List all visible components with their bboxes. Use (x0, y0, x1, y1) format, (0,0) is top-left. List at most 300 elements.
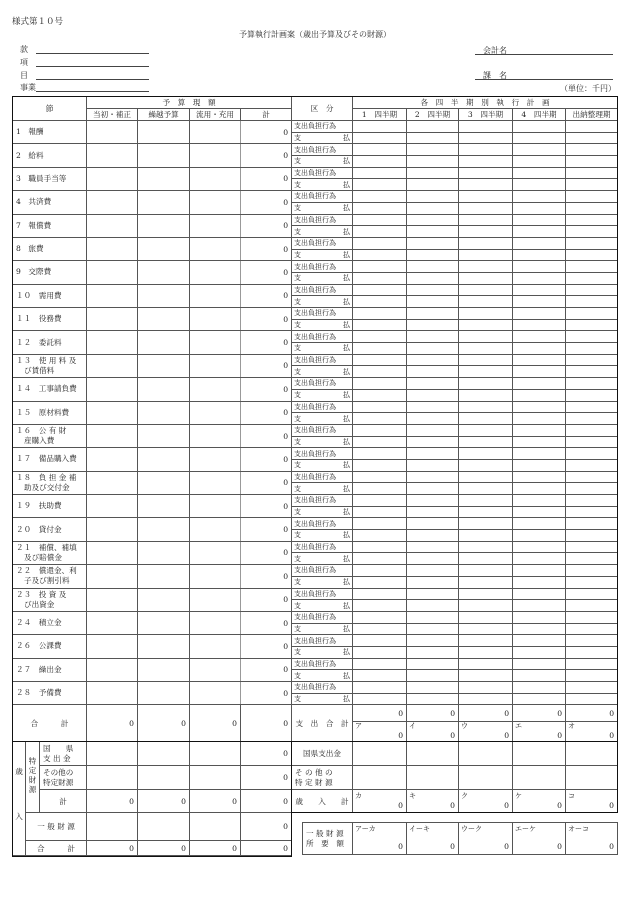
plan-shiharai-q4[interactable] (513, 600, 566, 612)
plan-shiharai-q3[interactable] (459, 389, 513, 401)
plan-futan-q1[interactable] (353, 261, 407, 273)
tousho-input[interactable] (87, 611, 138, 634)
plan-shiharai-q2[interactable] (407, 389, 459, 401)
kurikoshi-input[interactable] (138, 121, 190, 144)
ryuuyou-input[interactable] (190, 611, 241, 634)
plan-futan-q2[interactable] (407, 682, 459, 694)
plan-futan-q3[interactable] (459, 682, 513, 694)
tousho-input[interactable] (87, 635, 138, 658)
plan-futan-q4[interactable] (513, 191, 566, 203)
plan-shiharai-q2[interactable] (407, 436, 459, 448)
tousho-input[interactable] (87, 471, 138, 494)
plan-shiharai-q2[interactable] (407, 600, 459, 612)
plan-shiharai-q1[interactable] (353, 202, 407, 214)
plan-futan-q2[interactable] (407, 354, 459, 366)
plan-shiharai-q1[interactable] (353, 226, 407, 238)
plan-futan-q1[interactable] (353, 541, 407, 553)
plan-shiharai-q3[interactable] (459, 693, 513, 705)
kurikoshi-input[interactable] (138, 354, 190, 377)
plan-futan-q5[interactable] (566, 495, 618, 507)
plan-shiharai-q4[interactable] (513, 179, 566, 191)
plan-futan-q3[interactable] (459, 331, 513, 343)
sonota-suitou[interactable] (566, 766, 618, 790)
ryuuyou-input[interactable] (190, 378, 241, 401)
ryuuyou-input[interactable] (190, 261, 241, 284)
plan-shiharai-q5[interactable] (566, 319, 618, 331)
plan-futan-q2[interactable] (407, 635, 459, 647)
ryuuyou-input[interactable] (190, 424, 241, 447)
plan-shiharai-q4[interactable] (513, 436, 566, 448)
plan-futan-q5[interactable] (566, 635, 618, 647)
plan-futan-q4[interactable] (513, 401, 566, 413)
plan-futan-q1[interactable] (353, 378, 407, 390)
plan-shiharai-q1[interactable] (353, 179, 407, 191)
ryuuyou-input[interactable] (190, 471, 241, 494)
kokken-tousho[interactable] (87, 742, 138, 766)
plan-futan-q3[interactable] (459, 611, 513, 623)
plan-futan-q3[interactable] (459, 448, 513, 460)
plan-futan-q1[interactable] (353, 588, 407, 600)
plan-shiharai-q5[interactable] (566, 483, 618, 495)
kurikoshi-input[interactable] (138, 331, 190, 354)
plan-shiharai-q4[interactable] (513, 343, 566, 355)
plan-futan-q4[interactable] (513, 541, 566, 553)
plan-futan-q1[interactable] (353, 401, 407, 413)
sonota-ryuuyou[interactable] (190, 766, 241, 790)
tousho-input[interactable] (87, 588, 138, 611)
tousho-input[interactable] (87, 682, 138, 705)
plan-futan-q3[interactable] (459, 167, 513, 179)
plan-shiharai-q2[interactable] (407, 553, 459, 565)
plan-futan-q3[interactable] (459, 261, 513, 273)
plan-futan-q2[interactable] (407, 331, 459, 343)
plan-futan-q4[interactable] (513, 518, 566, 530)
plan-shiharai-q1[interactable] (353, 506, 407, 518)
kurikoshi-input[interactable] (138, 214, 190, 237)
sonota-kurikoshi[interactable] (138, 766, 190, 790)
plan-futan-q4[interactable] (513, 565, 566, 577)
kokken-suitou[interactable] (566, 742, 618, 766)
field-moku[interactable] (20, 70, 155, 80)
plan-futan-q5[interactable] (566, 471, 618, 483)
plan-futan-q5[interactable] (566, 214, 618, 226)
plan-shiharai-q4[interactable] (513, 366, 566, 378)
plan-futan-q1[interactable] (353, 167, 407, 179)
ippan-ryuuyou[interactable] (190, 813, 241, 841)
plan-shiharai-q2[interactable] (407, 226, 459, 238)
plan-shiharai-q3[interactable] (459, 600, 513, 612)
plan-shiharai-q3[interactable] (459, 366, 513, 378)
ryuuyou-input[interactable] (190, 191, 241, 214)
kokken-q2[interactable] (407, 742, 459, 766)
plan-futan-q4[interactable] (513, 167, 566, 179)
plan-shiharai-q1[interactable] (353, 436, 407, 448)
plan-futan-q2[interactable] (407, 237, 459, 249)
kurikoshi-input[interactable] (138, 424, 190, 447)
ryuuyou-input[interactable] (190, 167, 241, 190)
plan-futan-q5[interactable] (566, 331, 618, 343)
kurikoshi-input[interactable] (138, 144, 190, 167)
plan-shiharai-q4[interactable] (513, 132, 566, 144)
plan-futan-q1[interactable] (353, 237, 407, 249)
plan-shiharai-q3[interactable] (459, 249, 513, 261)
plan-shiharai-q1[interactable] (353, 132, 407, 144)
plan-shiharai-q4[interactable] (513, 226, 566, 238)
plan-futan-q5[interactable] (566, 167, 618, 179)
ippan-kurikoshi[interactable] (138, 813, 190, 841)
plan-futan-q4[interactable] (513, 588, 566, 600)
plan-futan-q3[interactable] (459, 518, 513, 530)
plan-shiharai-q5[interactable] (566, 506, 618, 518)
plan-futan-q1[interactable] (353, 611, 407, 623)
plan-futan-q3[interactable] (459, 214, 513, 226)
plan-shiharai-q1[interactable] (353, 553, 407, 565)
plan-shiharai-q5[interactable] (566, 226, 618, 238)
field-jigyou[interactable] (20, 82, 155, 92)
plan-shiharai-q2[interactable] (407, 366, 459, 378)
tousho-input[interactable] (87, 261, 138, 284)
plan-futan-q4[interactable] (513, 471, 566, 483)
plan-shiharai-q1[interactable] (353, 343, 407, 355)
plan-shiharai-q4[interactable] (513, 413, 566, 425)
plan-shiharai-q3[interactable] (459, 483, 513, 495)
plan-futan-q5[interactable] (566, 284, 618, 296)
plan-futan-q3[interactable] (459, 308, 513, 320)
field-kaikei[interactable] (475, 45, 615, 55)
plan-futan-q5[interactable] (566, 682, 618, 694)
plan-futan-q2[interactable] (407, 308, 459, 320)
plan-futan-q4[interactable] (513, 284, 566, 296)
kurikoshi-input[interactable] (138, 308, 190, 331)
plan-shiharai-q5[interactable] (566, 553, 618, 565)
plan-futan-q1[interactable] (353, 214, 407, 226)
plan-futan-q1[interactable] (353, 495, 407, 507)
plan-shiharai-q5[interactable] (566, 600, 618, 612)
plan-shiharai-q3[interactable] (459, 296, 513, 308)
plan-futan-q1[interactable] (353, 565, 407, 577)
plan-shiharai-q5[interactable] (566, 530, 618, 542)
plan-shiharai-q3[interactable] (459, 459, 513, 471)
kokken-kurikoshi[interactable] (138, 742, 190, 766)
plan-shiharai-q2[interactable] (407, 576, 459, 588)
plan-futan-q4[interactable] (513, 635, 566, 647)
kokken-q3[interactable] (459, 742, 513, 766)
kurikoshi-input[interactable] (138, 167, 190, 190)
plan-futan-q2[interactable] (407, 167, 459, 179)
plan-shiharai-q5[interactable] (566, 623, 618, 635)
tousho-input[interactable] (87, 565, 138, 588)
ryuuyou-input[interactable] (190, 541, 241, 564)
plan-futan-q1[interactable] (353, 424, 407, 436)
plan-shiharai-q4[interactable] (513, 202, 566, 214)
tousho-input[interactable] (87, 378, 138, 401)
plan-futan-q2[interactable] (407, 611, 459, 623)
plan-futan-q3[interactable] (459, 588, 513, 600)
plan-shiharai-q4[interactable] (513, 506, 566, 518)
kurikoshi-input[interactable] (138, 518, 190, 541)
plan-futan-q4[interactable] (513, 237, 566, 249)
plan-futan-q4[interactable] (513, 144, 566, 156)
tousho-input[interactable] (87, 448, 138, 471)
ryuuyou-input[interactable] (190, 214, 241, 237)
plan-futan-q2[interactable] (407, 565, 459, 577)
sonota-q3[interactable] (459, 766, 513, 790)
kurikoshi-input[interactable] (138, 588, 190, 611)
plan-shiharai-q5[interactable] (566, 249, 618, 261)
plan-shiharai-q5[interactable] (566, 646, 618, 658)
plan-futan-q5[interactable] (566, 611, 618, 623)
plan-shiharai-q5[interactable] (566, 693, 618, 705)
plan-futan-q5[interactable] (566, 308, 618, 320)
field-ka[interactable] (475, 70, 615, 80)
plan-shiharai-q1[interactable] (353, 156, 407, 168)
plan-shiharai-q4[interactable] (513, 530, 566, 542)
plan-futan-q1[interactable] (353, 308, 407, 320)
plan-futan-q1[interactable] (353, 518, 407, 530)
tousho-input[interactable] (87, 541, 138, 564)
plan-futan-q5[interactable] (566, 565, 618, 577)
tousho-input[interactable] (87, 308, 138, 331)
ryuuyou-input[interactable] (190, 588, 241, 611)
plan-futan-q2[interactable] (407, 448, 459, 460)
plan-shiharai-q1[interactable] (353, 483, 407, 495)
tousho-input[interactable] (87, 144, 138, 167)
plan-shiharai-q3[interactable] (459, 156, 513, 168)
plan-futan-q3[interactable] (459, 424, 513, 436)
plan-shiharai-q2[interactable] (407, 343, 459, 355)
ryuuyou-input[interactable] (190, 354, 241, 377)
plan-futan-q2[interactable] (407, 191, 459, 203)
plan-futan-q5[interactable] (566, 448, 618, 460)
plan-shiharai-q2[interactable] (407, 272, 459, 284)
plan-shiharai-q1[interactable] (353, 693, 407, 705)
kurikoshi-input[interactable] (138, 682, 190, 705)
plan-futan-q1[interactable] (353, 635, 407, 647)
plan-shiharai-q5[interactable] (566, 343, 618, 355)
plan-shiharai-q5[interactable] (566, 179, 618, 191)
plan-shiharai-q5[interactable] (566, 436, 618, 448)
plan-futan-q2[interactable] (407, 518, 459, 530)
plan-futan-q2[interactable] (407, 471, 459, 483)
plan-futan-q5[interactable] (566, 378, 618, 390)
plan-futan-q2[interactable] (407, 144, 459, 156)
plan-futan-q1[interactable] (353, 354, 407, 366)
plan-futan-q4[interactable] (513, 658, 566, 670)
ryuuyou-input[interactable] (190, 635, 241, 658)
kurikoshi-input[interactable] (138, 448, 190, 471)
plan-futan-q1[interactable] (353, 191, 407, 203)
plan-shiharai-q4[interactable] (513, 670, 566, 682)
field-kan[interactable] (20, 44, 155, 54)
ryuuyou-input[interactable] (190, 144, 241, 167)
plan-shiharai-q3[interactable] (459, 226, 513, 238)
plan-shiharai-q5[interactable] (566, 389, 618, 401)
plan-futan-q2[interactable] (407, 658, 459, 670)
ryuuyou-input[interactable] (190, 121, 241, 144)
plan-shiharai-q4[interactable] (513, 553, 566, 565)
ryuuyou-input[interactable] (190, 308, 241, 331)
kurikoshi-input[interactable] (138, 284, 190, 307)
plan-futan-q2[interactable] (407, 541, 459, 553)
plan-shiharai-q2[interactable] (407, 179, 459, 191)
plan-shiharai-q1[interactable] (353, 670, 407, 682)
plan-futan-q3[interactable] (459, 471, 513, 483)
plan-futan-q5[interactable] (566, 401, 618, 413)
plan-shiharai-q4[interactable] (513, 272, 566, 284)
plan-shiharai-q2[interactable] (407, 319, 459, 331)
ryuuyou-input[interactable] (190, 518, 241, 541)
ryuuyou-input[interactable] (190, 448, 241, 471)
plan-shiharai-q1[interactable] (353, 366, 407, 378)
plan-shiharai-q5[interactable] (566, 202, 618, 214)
kurikoshi-input[interactable] (138, 541, 190, 564)
plan-futan-q1[interactable] (353, 121, 407, 133)
plan-futan-q4[interactable] (513, 495, 566, 507)
plan-shiharai-q5[interactable] (566, 156, 618, 168)
sonota-q2[interactable] (407, 766, 459, 790)
sonota-q4[interactable] (513, 766, 566, 790)
tousho-input[interactable] (87, 401, 138, 424)
plan-futan-q4[interactable] (513, 378, 566, 390)
plan-shiharai-q2[interactable] (407, 483, 459, 495)
plan-shiharai-q1[interactable] (353, 389, 407, 401)
kurikoshi-input[interactable] (138, 401, 190, 424)
kurikoshi-input[interactable] (138, 658, 190, 681)
ryuuyou-input[interactable] (190, 237, 241, 260)
kurikoshi-input[interactable] (138, 471, 190, 494)
tousho-input[interactable] (87, 214, 138, 237)
plan-futan-q4[interactable] (513, 121, 566, 133)
kokken-q1[interactable] (353, 742, 407, 766)
ryuuyou-input[interactable] (190, 495, 241, 518)
plan-shiharai-q5[interactable] (566, 366, 618, 378)
tousho-input[interactable] (87, 167, 138, 190)
plan-shiharai-q3[interactable] (459, 623, 513, 635)
plan-futan-q3[interactable] (459, 378, 513, 390)
kokken-q4[interactable] (513, 742, 566, 766)
plan-futan-q5[interactable] (566, 541, 618, 553)
plan-shiharai-q4[interactable] (513, 319, 566, 331)
plan-futan-q4[interactable] (513, 331, 566, 343)
kurikoshi-input[interactable] (138, 261, 190, 284)
plan-futan-q3[interactable] (459, 284, 513, 296)
plan-shiharai-q1[interactable] (353, 272, 407, 284)
plan-futan-q1[interactable] (353, 471, 407, 483)
plan-futan-q2[interactable] (407, 261, 459, 273)
plan-futan-q2[interactable] (407, 401, 459, 413)
plan-futan-q5[interactable] (566, 354, 618, 366)
plan-futan-q1[interactable] (353, 144, 407, 156)
plan-shiharai-q3[interactable] (459, 553, 513, 565)
plan-shiharai-q4[interactable] (513, 576, 566, 588)
tousho-input[interactable] (87, 284, 138, 307)
plan-shiharai-q2[interactable] (407, 156, 459, 168)
plan-futan-q3[interactable] (459, 144, 513, 156)
field-kou[interactable] (20, 57, 155, 67)
plan-shiharai-q4[interactable] (513, 296, 566, 308)
plan-shiharai-q4[interactable] (513, 249, 566, 261)
plan-shiharai-q4[interactable] (513, 646, 566, 658)
plan-shiharai-q2[interactable] (407, 693, 459, 705)
plan-shiharai-q1[interactable] (353, 296, 407, 308)
plan-shiharai-q3[interactable] (459, 576, 513, 588)
plan-shiharai-q4[interactable] (513, 156, 566, 168)
plan-shiharai-q1[interactable] (353, 646, 407, 658)
plan-futan-q4[interactable] (513, 424, 566, 436)
plan-shiharai-q2[interactable] (407, 249, 459, 261)
plan-shiharai-q1[interactable] (353, 459, 407, 471)
plan-shiharai-q2[interactable] (407, 202, 459, 214)
plan-shiharai-q2[interactable] (407, 646, 459, 658)
plan-shiharai-q1[interactable] (353, 576, 407, 588)
plan-futan-q2[interactable] (407, 424, 459, 436)
plan-shiharai-q3[interactable] (459, 319, 513, 331)
plan-shiharai-q3[interactable] (459, 272, 513, 284)
kurikoshi-input[interactable] (138, 237, 190, 260)
plan-futan-q3[interactable] (459, 635, 513, 647)
plan-futan-q4[interactable] (513, 214, 566, 226)
tousho-input[interactable] (87, 237, 138, 260)
plan-futan-q4[interactable] (513, 308, 566, 320)
plan-futan-q4[interactable] (513, 354, 566, 366)
plan-futan-q3[interactable] (459, 658, 513, 670)
plan-shiharai-q3[interactable] (459, 670, 513, 682)
plan-futan-q2[interactable] (407, 121, 459, 133)
plan-futan-q4[interactable] (513, 682, 566, 694)
kurikoshi-input[interactable] (138, 495, 190, 518)
plan-shiharai-q3[interactable] (459, 343, 513, 355)
tousho-input[interactable] (87, 518, 138, 541)
plan-futan-q5[interactable] (566, 658, 618, 670)
plan-shiharai-q3[interactable] (459, 413, 513, 425)
plan-shiharai-q4[interactable] (513, 693, 566, 705)
plan-shiharai-q5[interactable] (566, 459, 618, 471)
plan-futan-q3[interactable] (459, 237, 513, 249)
plan-futan-q2[interactable] (407, 214, 459, 226)
plan-futan-q5[interactable] (566, 424, 618, 436)
tousho-input[interactable] (87, 191, 138, 214)
plan-futan-q4[interactable] (513, 448, 566, 460)
plan-futan-q3[interactable] (459, 565, 513, 577)
plan-futan-q2[interactable] (407, 588, 459, 600)
ryuuyou-input[interactable] (190, 331, 241, 354)
ryuuyou-input[interactable] (190, 658, 241, 681)
plan-shiharai-q4[interactable] (513, 483, 566, 495)
kurikoshi-input[interactable] (138, 565, 190, 588)
plan-shiharai-q3[interactable] (459, 530, 513, 542)
plan-futan-q3[interactable] (459, 541, 513, 553)
plan-shiharai-q1[interactable] (353, 249, 407, 261)
ryuuyou-input[interactable] (190, 682, 241, 705)
kurikoshi-input[interactable] (138, 635, 190, 658)
plan-shiharai-q4[interactable] (513, 459, 566, 471)
plan-shiharai-q1[interactable] (353, 319, 407, 331)
plan-shiharai-q3[interactable] (459, 506, 513, 518)
plan-futan-q3[interactable] (459, 495, 513, 507)
plan-futan-q1[interactable] (353, 331, 407, 343)
plan-shiharai-q2[interactable] (407, 530, 459, 542)
plan-shiharai-q4[interactable] (513, 623, 566, 635)
plan-futan-q4[interactable] (513, 261, 566, 273)
kurikoshi-input[interactable] (138, 191, 190, 214)
ryuuyou-input[interactable] (190, 284, 241, 307)
plan-shiharai-q1[interactable] (353, 530, 407, 542)
plan-shiharai-q5[interactable] (566, 413, 618, 425)
plan-shiharai-q2[interactable] (407, 623, 459, 635)
plan-shiharai-q2[interactable] (407, 296, 459, 308)
tousho-input[interactable] (87, 424, 138, 447)
ryuuyou-input[interactable] (190, 401, 241, 424)
